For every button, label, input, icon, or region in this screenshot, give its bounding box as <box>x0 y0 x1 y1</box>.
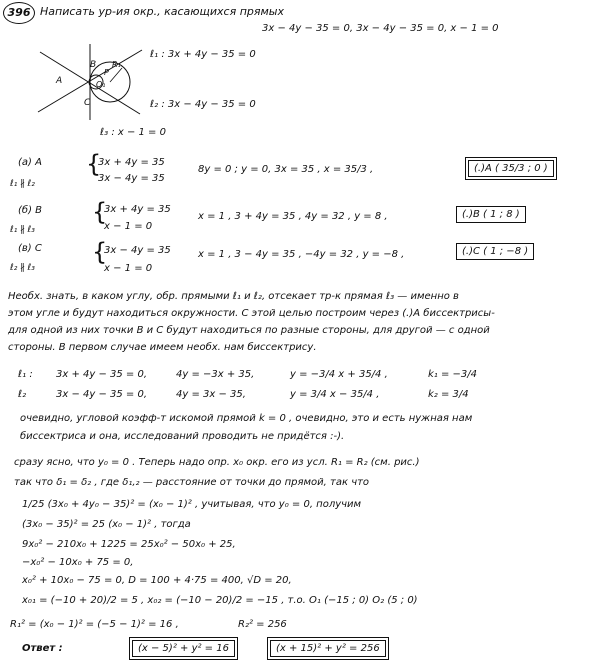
k-row2-name: ℓ₂ <box>18 389 27 400</box>
sys-a-eq2: 3x − 4y = 35 <box>98 173 165 184</box>
sys-c-sub: ℓ₂ ∦ ℓ₃ <box>10 263 35 273</box>
calc-line5: x₀² + 10x₀ − 75 = 0, D = 100 + 4·75 = 400, √D = 20, <box>22 575 292 586</box>
sys-c-label: (в) C <box>18 243 42 254</box>
sys-b-label: (б) B <box>18 205 43 216</box>
radius-r2: R₂² = 256 <box>238 619 287 630</box>
para1-line1: Необх. знать, в каком углу, обр. прямыми ℓ₁ и ℓ₂, отсекает тр-к прямая ℓ₃ — именно в <box>8 291 459 302</box>
sys-b-work: x = 1 , 3 + 4y = 35 , 4y = 32 , y = 8 , <box>198 211 388 222</box>
para3-line1: сразу ясно, что y₀ = 0 . Теперь надо опр. x₀ окр. его из усл. R₁ = R₂ (см. рис.) <box>14 457 420 468</box>
p-label: P <box>104 68 109 77</box>
sys-a-brace: { <box>86 150 102 178</box>
answer-label: Ответ : <box>22 643 63 654</box>
sys-a-answer: (.)A ( 35/3 ; 0 ) <box>468 160 554 177</box>
k-row2-a: 4y = 3x − 35, <box>176 389 246 400</box>
sys-c-work: x = 1 , 3 − 4y = 35 , −4y = 32 , y = −8 , <box>198 249 405 260</box>
para2-line1: очевидно, угловой коэфф-т искомой прямой k = 0 , очевидно, это и есть нужная нам <box>20 413 473 424</box>
sys-b-eq1: 3x + 4y = 35 <box>104 204 171 215</box>
sys-a-eq1: 3x + 4y = 35 <box>98 157 165 168</box>
line-l2-equation: ℓ₂ : 3x − 4y − 35 = 0 <box>150 99 256 110</box>
figure-sketch <box>36 42 146 122</box>
k-row1-a: 4y = −3x + 35, <box>176 369 255 380</box>
sys-c-eq1: 3x − 4y = 35 <box>104 245 171 256</box>
sys-a-work: 8y = 0 ; y = 0, 3x = 35 , x = 35/3 , <box>198 164 374 175</box>
para3-line2: так что δ₁ = δ₂ , где δ₁,₂ — расстояние от точки до прямой, так что <box>14 477 370 488</box>
sys-b-sub: ℓ₁ ∦ ℓ₃ <box>10 225 35 235</box>
calc-line4: −x₀² − 10x₀ + 75 = 0, <box>22 557 134 568</box>
sys-c-brace: { <box>92 238 108 266</box>
k-row2-eq: 3x − 4y − 35 = 0, <box>56 389 148 400</box>
sys-b-answer: (.)B ( 1 ; 8 ) <box>456 206 526 223</box>
line-l1-equation: ℓ₁ : 3x + 4y − 35 = 0 <box>150 49 256 60</box>
calc-line6: x₀₁ = (−10 + 20)/2 = 5 , x₀₂ = (−10 − 20)/2 = −15 , т.о. O₁ (−15 ; 0) O₂ (5 ; 0) <box>22 595 418 606</box>
problem-statement: Написать ур-ия окр., касающихся прямых <box>40 5 284 18</box>
center-label: O₁ <box>96 80 106 89</box>
radius-label: R₁ <box>112 60 121 69</box>
sys-c-answer: (.)C ( 1 ; −8 ) <box>456 243 534 260</box>
line-l3-equation: ℓ₃ : x − 1 = 0 <box>100 127 166 138</box>
point-b-label: B <box>90 60 97 70</box>
problem-lines: 3x − 4y − 35 = 0, 3x − 4y − 35 = 0, x − 1 = 0 <box>262 23 499 34</box>
calc-line1: 1/25 (3x₀ + 4y₀ − 35)² = (x₀ − 1)² , учитывая, что y₀ = 0, получим <box>22 499 362 510</box>
problem-number: 396 <box>3 2 35 24</box>
radius-r1: R₁² = (x₀ − 1)² = (−5 − 1)² = 16 , <box>10 619 179 630</box>
point-a-label: A <box>56 76 63 86</box>
calc-line2: (3x₀ − 35)² = 25 (x₀ − 1)² , тогда <box>22 519 191 530</box>
answer-circle-2: (x + 15)² + y² = 256 <box>270 640 386 657</box>
sys-b-brace: { <box>92 198 108 226</box>
para2-line2: биссектриса и она, исследований проводить не придётся :-). <box>20 431 345 442</box>
calc-line3: 9x₀² − 210x₀ + 1225 = 25x₀² − 50x₀ + 25, <box>22 539 236 550</box>
para1-line4: стороны. В первом случае имеем необх. нам биссектрису. <box>8 342 317 353</box>
para1-line3: для одной из них точки B и C будут находиться по разные стороны, для другой — с одной <box>8 325 490 336</box>
k-row2-k: k₂ = 3/4 <box>428 389 469 400</box>
sys-a-label: (a) A <box>18 157 42 168</box>
para1-line2: этом угле и будут находиться окружности. С этой целью построим через (.)A биссектрисы- <box>8 308 495 319</box>
sys-a-sub: ℓ₁ ∦ ℓ₂ <box>10 179 35 189</box>
k-row1-b: y = −3/4 x + 35/4 , <box>290 369 388 380</box>
k-row1-eq: 3x + 4y − 35 = 0, <box>56 369 148 380</box>
k-row2-b: y = 3/4 x − 35/4 , <box>290 389 380 400</box>
answer-circle-1: (x − 5)² + y² = 16 <box>132 640 235 657</box>
sys-b-eq2: x − 1 = 0 <box>104 221 153 232</box>
k-row1-name: ℓ₁ : <box>18 369 33 380</box>
point-c-label: C <box>84 98 91 108</box>
sys-c-eq2: x − 1 = 0 <box>104 263 153 274</box>
k-row1-k: k₁ = −3/4 <box>428 369 478 380</box>
